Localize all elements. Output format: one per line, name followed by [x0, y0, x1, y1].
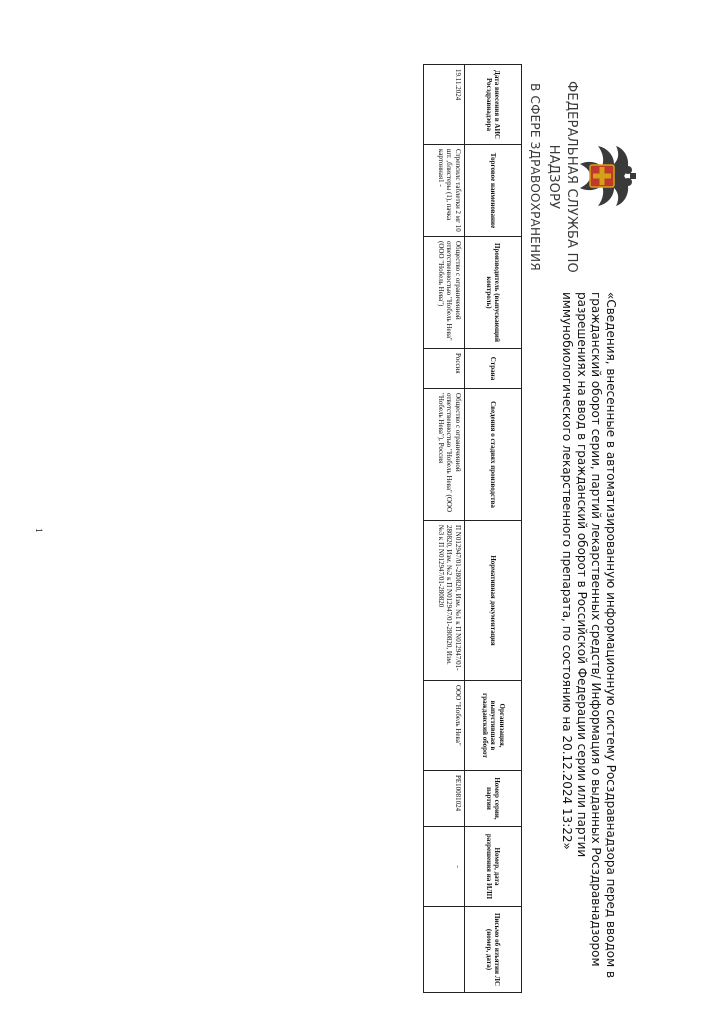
col-header-releasing-organization: Организация, выпустившая в гражданский оборот — [465, 681, 522, 771]
cell-trade-name: Стрепсилс таблетки 2 мг 10 шт. ,блистеры (1), пачка картонная1 - — [424, 145, 465, 237]
cell-production-stages: Общество с ограниченной ответственностью "Нобель Нева" (ООО "Нобель Нева"), Россия — [424, 389, 465, 521]
col-header-permit-number-date: Номер, дата разрешения на ИЛП — [465, 827, 522, 907]
cell-country: Россия — [424, 349, 465, 389]
document-heading: «Сведения, внесенные в автоматизированную информационную систему Росздравнадзора перед вводом в гражданский оборот серии, партий лекарственных средств/ Информация о выданных Росздравнадзором разрешениях на ввод в гражданский оборот в Российской Федерации серии или партии иммунобиологического лекарственного препарата, по состоянию на 20.12.2024 13:22» — [560, 292, 618, 979]
cell-normative-docs: П N012947/01-280820, Изм. №1 к П N012947/01-280820, Изм. №2 к П N012947/01-280820, Изм. №3 к П N012947/01-280820 — [424, 521, 465, 681]
page-number: 1 — [34, 528, 44, 533]
col-header-trade-name: Торговое наименование — [465, 145, 522, 237]
col-header-country: Страна — [465, 349, 522, 389]
cell-batch-number: PE10081024 — [424, 771, 465, 827]
cell-withdrawal-letter — [424, 907, 465, 993]
col-header-withdrawal-letter: Письмо об изъятии ЛС (номер, дата) — [465, 907, 522, 993]
col-header-date-added: Дата внесения в АИС Росздравнадзора — [465, 65, 522, 145]
col-header-production-stages: Сведения о стадиях производства — [465, 389, 522, 521]
col-header-batch-number: Номер серии, партии — [465, 771, 522, 827]
cell-date-added: 19.11.2024 — [424, 65, 465, 145]
agency-name-line2: В СФЕРЕ ЗДРАВООХРАНЕНИЯ — [528, 83, 542, 271]
col-header-manufacturer: Производитель (выпускающий контроль) — [465, 237, 522, 349]
cell-manufacturer: Общество с ограниченной ответственностью "Нобель Нева" (ООО "Нобель Нева") — [424, 237, 465, 349]
cell-permit-number-date: - — [424, 827, 465, 907]
table-header-row — [465, 65, 522, 993]
col-header-normative-docs: Нормативная документация — [465, 521, 522, 681]
table-row — [424, 65, 465, 993]
agency-name — [526, 62, 580, 292]
agency-name-line1: ФЕДЕРАЛЬНАЯ СЛУЖБА ПО НАДЗОРУ — [546, 81, 579, 273]
cell-releasing-organization: ООО "Нобель Нева" — [424, 681, 465, 771]
registry-table — [423, 64, 522, 993]
